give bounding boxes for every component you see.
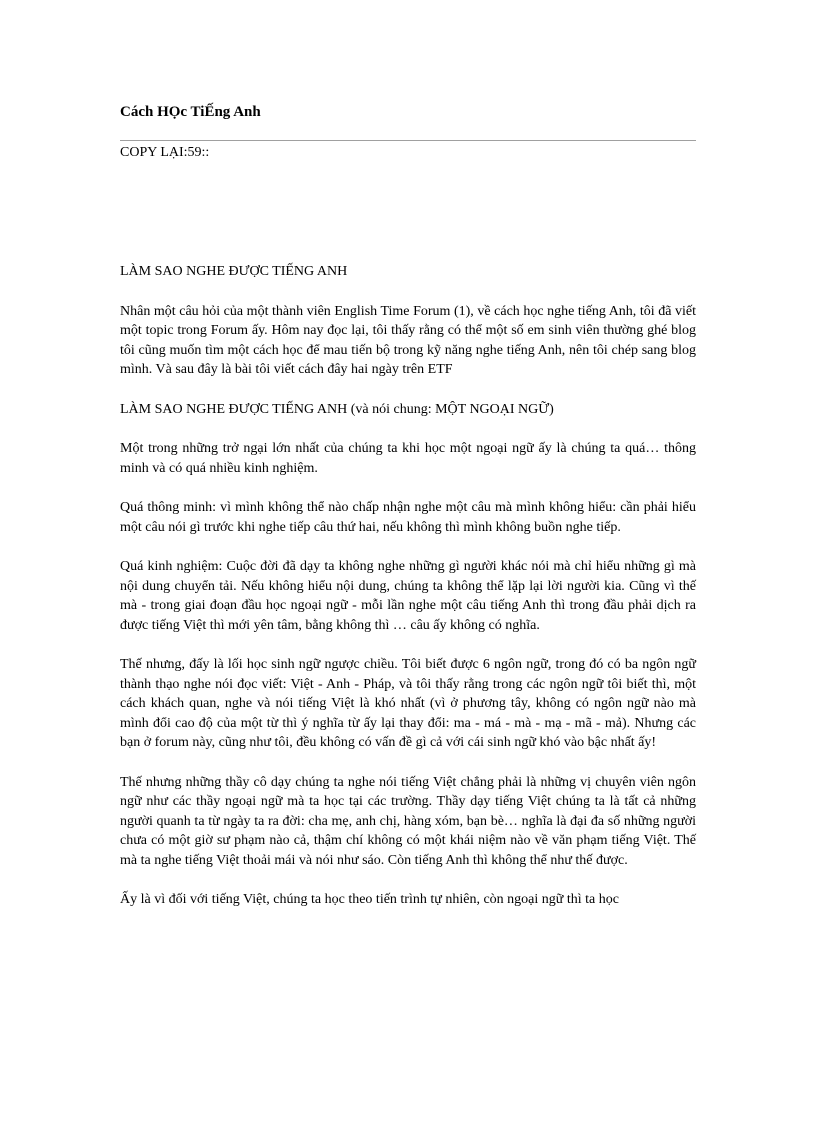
paragraph-3: Quá thông minh: vì mình không thể nào chấp nhận nghe một câu mà mình không hiểu: cần phải hiểu một câu nói gì trước khi nghe tiếp câu thứ hai, nếu không thì mình không buồn nghe tiếp. (120, 500, 696, 535)
paragraph-7: Ấy là vì đối với tiếng Việt, chúng ta học theo tiến trình tự nhiên, còn ngoại ngữ thì ta học (120, 892, 619, 907)
paragraph-6: Thế nhưng những thầy cô dạy chúng ta nghe nói tiếng Việt chẳng phải là những vị chuyên viên ngôn ngữ như các thầy ngoại ngữ mà ta học tại các trường. Thầy dạy tiếng Việt chúng ta là tất cả những người quanh ta từ ngày ta ra đời: cha mẹ, anh chị, hàng xóm, bạn bè… nghĩa là đại đa số những người chưa có một giờ sư phạm nào cả, thậm chí không có một khái niệm nào về văn phạm tiếng Việt. Thế mà ta nghe tiếng Việt thoải mái và nói như sáo. Còn tiếng Anh thì không thể như thế được. (120, 774, 696, 868)
paragraph-2: Một trong những trở ngại lớn nhất của chúng ta khi học một ngoại ngữ ấy là chúng ta quá… thông minh và có quá nhiều kinh nghiệm. (120, 441, 696, 476)
section-heading-2: LÀM SAO NGHE ĐƯỢC TIẾNG ANH (và nói chung: MỘT NGOẠI NGỮ) (120, 401, 554, 417)
paragraph-4: Quá kinh nghiệm: Cuộc đời đã dạy ta không nghe những gì người khác nói mà chỉ hiểu những gì mà nội dung chuyển tải. Nếu không hiểu nội dung, chúng ta không thể lặp lại lời người kia. Cũng vì thế mà - trong giai đoạn đầu học ngoại ngữ - mỗi lần nghe một câu tiếng Anh thì trong đầu phải dịch ra được tiếng Việt thì mới yên tâm, bằng không thì … câu ấy không có nghĩa. (120, 559, 696, 633)
copy-line: COPY LẠI:59:: (120, 145, 210, 160)
document-title: Cách HỌc TiẾng Anh (120, 104, 261, 120)
section-heading-1: LÀM SAO NGHE ĐƯỢC TIẾNG ANH (120, 264, 348, 279)
paragraph-1: Nhân một câu hỏi của một thành viên English Time Forum (1), về cách học nghe tiếng Anh, tôi đã viết một topic trong Forum ấy. Hôm nay đọc lại, tôi thấy rằng có thể một số em sinh viên thường ghé blog tôi cũng muốn tìm một cách học để mau tiến bộ trong kỹ năng nghe tiếng Anh, nên tôi chép sang blog mình. Và sau đây là bài tôi viết cách đây hai ngày trên ETF (120, 303, 696, 377)
horizontal-rule (120, 140, 696, 141)
paragraph-5: Thế nhưng, đấy là lối học sinh ngữ ngược chiều. Tôi biết được 6 ngôn ngữ, trong đó có ba ngôn ngữ thành thạo nghe nói đọc viết: Việt - Anh - Pháp, và tôi thấy rằng trong các ngôn ngữ tôi biết thì, một cách khách quan, nghe và nói tiếng Việt là khó nhất (vì ở phương tây, không có ngôn ngữ nào mà mình đổi cao độ của một từ thì ý nghĩa từ ấy lại thay đổi: ma - má - mà - mạ - mã - mả). Nhưng các bạn ở forum này, cũng như tôi, đều không có vấn đề gì cả với cái sinh ngữ khó vào bậc nhất ấy! (120, 657, 696, 750)
document-body (120, 262, 696, 930)
